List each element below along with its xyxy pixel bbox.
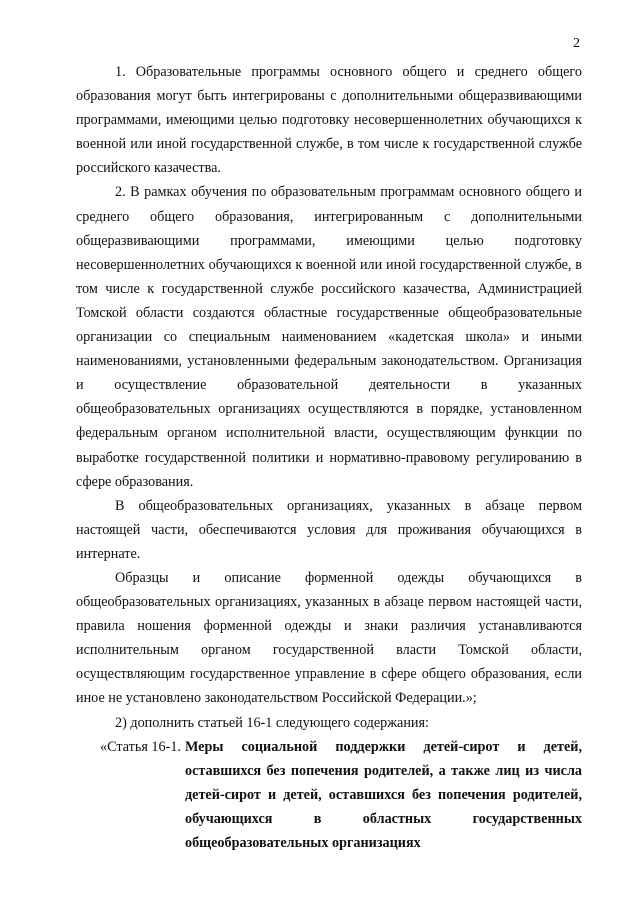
paragraph-4: Образцы и описание форменной одежды обучающихся в общеобразовательных организациях, указанных в абзаце первом настоящей части, правила ношения форменной одежды и знаки различия устанавливаются исполнительным органом государственной власти Томской области, осуществляющим государственное управление в сфере общего образования, если иное не установлено законодательством Российской Федерации.»;	[76, 569, 582, 707]
paragraph-3: В общеобразовательных организациях, указанных в абзаце первом настоящей части, обеспечиваются условия для проживания обучающихся в интернате.	[76, 497, 582, 562]
paragraph-1: 1. Образовательные программы основного общего и среднего общего образования могут быть интегрированы с дополнительными общеразвивающими программами, имеющими целью подготовку несовершеннолетних обучающихся к военной или иной государственной службе, в том числе к государственной службе российского казачества.	[76, 64, 582, 177]
article-heading	[76, 735, 582, 855]
article-number: «Статья 16-1.	[100, 738, 181, 755]
paragraph-5: 2) дополнить статьей 16-1 следующего содержания:	[115, 714, 429, 731]
document-body	[76, 60, 582, 855]
paragraph-2: 2. В рамках обучения по образовательным программам основного общего и среднего общего образования, интегрированным с дополнительными общеразвивающими программами, имеющими целью подготовку несовершеннолетних обучающихся к военной или иной государственной службе, в том числе к государственной службе российского казачества, Администрацией Томской области создаются областные государственные общеобразовательные организации со специальным наименованием «кадетская школа» и иными наименованиями, установленными федеральным законодательством. Организация и осуществление образовательной деятельности в указанных общеобразовательных организациях осуществляются в порядке, установленном федеральным органом исполнительной власти, осуществляющим функции по выработке государственной политики и нормативно-правовому регулированию в сфере образования.	[76, 184, 582, 490]
page-number: 2	[573, 36, 580, 51]
article-title: Меры социальной поддержки детей-сирот и детей, оставшихся без попечения родителей, а также лиц из числа детей-сирот и детей, оставшихся без попечения родителей, обучающихся в областных государственных общеобразовательных организациях	[184, 738, 582, 851]
